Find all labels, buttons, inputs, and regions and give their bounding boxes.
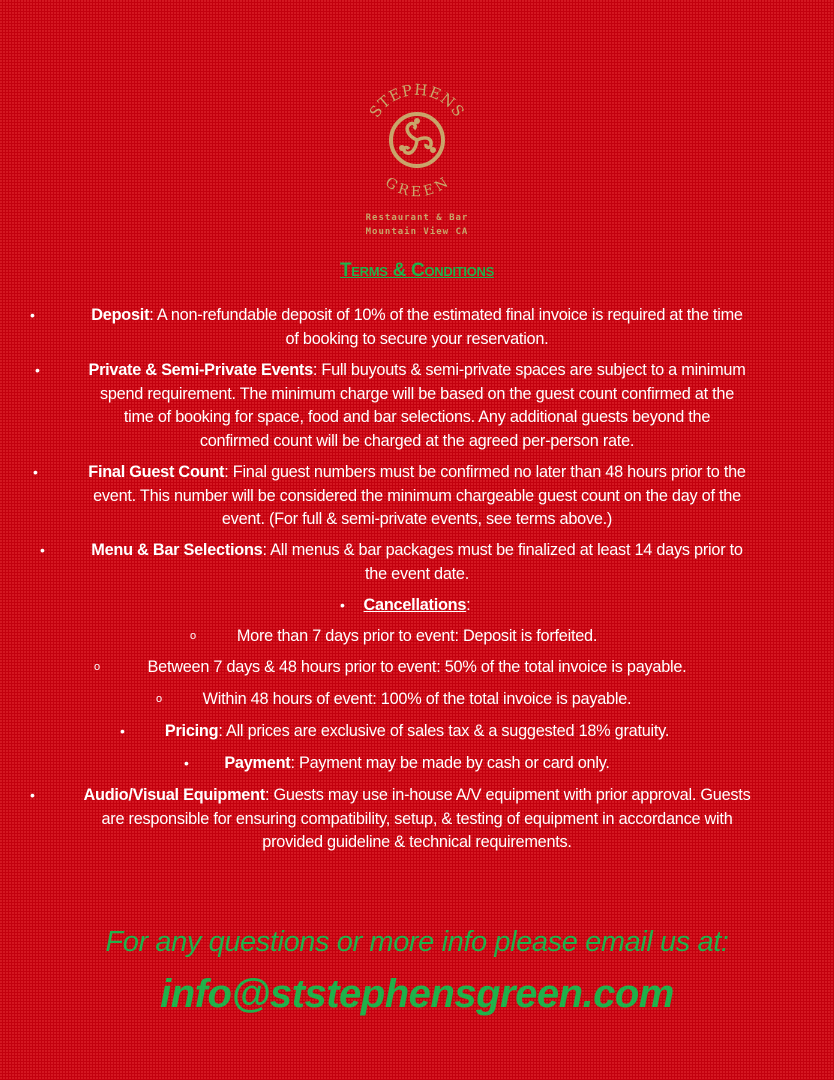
term-label: Cancellations xyxy=(363,596,467,614)
term-text: event. This number will be considered the minimum chargeable guest count on the day of the xyxy=(93,486,741,505)
term-text: : xyxy=(466,596,471,614)
subtitle-location: Mountain View CA xyxy=(365,227,469,237)
stephens-green-logo xyxy=(360,78,474,198)
sub-bullet-icon: o xyxy=(190,630,196,642)
term-label: Final Guest Count xyxy=(88,463,225,481)
svg-text:GREEN: GREEN xyxy=(381,174,452,198)
bullet-icon: • xyxy=(184,755,189,771)
term-line xyxy=(0,461,834,485)
term-text: spend requirement. The minimum charge will be based on the guest count confirmed at the xyxy=(99,384,735,403)
bullet-icon: • xyxy=(340,597,345,613)
svg-text:STEPHENS: STEPHENS xyxy=(365,80,469,121)
term-text: Between 7 days & 48 hours prior to event: 50% of the total invoice is payable. xyxy=(147,658,687,676)
term-item xyxy=(0,688,834,712)
term-line xyxy=(0,406,834,430)
term-line xyxy=(0,625,834,649)
term-item xyxy=(0,784,834,855)
term-text: : Guests may use in-house A/V equipment with prior approval. Guests xyxy=(264,786,751,804)
term-text: of booking to secure your reservation. xyxy=(285,329,549,348)
term-item xyxy=(0,625,834,649)
term-text: : Payment may be made by cash or card only. xyxy=(290,754,610,772)
term-line xyxy=(0,563,834,587)
term-line xyxy=(0,383,834,407)
term-line xyxy=(0,539,834,563)
bullet-icon: • xyxy=(120,723,125,739)
term-item xyxy=(0,359,834,453)
term-text: : All menus & bar packages must be finalized at least 14 days prior to xyxy=(262,541,743,559)
term-text: : Full buyouts & semi-private spaces are subject to a minimum xyxy=(312,361,746,379)
term-label: Audio/Visual Equipment xyxy=(83,786,265,804)
term-label: Deposit xyxy=(91,306,150,324)
term-label: Payment xyxy=(224,754,291,772)
bullet-icon: • xyxy=(33,464,38,480)
term-text: More than 7 days prior to event: Deposit is forfeited. xyxy=(236,627,598,645)
sub-bullet-icon: o xyxy=(156,693,162,705)
term-line xyxy=(0,508,834,532)
term-line xyxy=(0,752,834,776)
footer-prompt: For any questions or more info please email us at: xyxy=(105,926,729,958)
term-line xyxy=(0,656,834,680)
subtitle-restaurant: Restaurant & Bar xyxy=(365,213,469,223)
contact-email[interactable]: info@ststephensgreen.com xyxy=(160,972,674,1016)
term-line xyxy=(0,688,834,712)
term-line xyxy=(0,328,834,352)
term-text: the event date. xyxy=(365,564,469,583)
term-item xyxy=(0,304,834,351)
term-item xyxy=(0,720,834,744)
term-line xyxy=(0,784,834,808)
term-text: event. (For full & semi-private events, see terms above.) xyxy=(221,510,613,528)
term-line xyxy=(0,720,834,744)
term-line xyxy=(0,808,834,832)
term-label: Menu & Bar Selections xyxy=(91,541,263,559)
bullet-icon: • xyxy=(30,787,35,803)
term-line xyxy=(0,594,834,618)
term-text: are responsible for ensuring compatibility, setup, & testing of equipment in accordance with xyxy=(101,809,733,828)
term-text: : Final guest numbers must be confirmed no later than 48 hours prior to the xyxy=(224,463,746,481)
term-line xyxy=(0,485,834,509)
term-text: confirmed count will be charged at the agreed per-person rate. xyxy=(199,431,635,450)
term-item xyxy=(0,752,834,776)
term-text: : All prices are exclusive of sales tax & a suggested 18% gratuity. xyxy=(218,722,670,740)
term-item xyxy=(0,656,834,680)
term-line xyxy=(0,430,834,454)
term-text: provided guideline & technical requirements. xyxy=(262,833,572,851)
term-item xyxy=(0,539,834,586)
sub-bullet-icon: o xyxy=(94,661,100,673)
bullet-icon: • xyxy=(35,362,40,378)
term-line xyxy=(0,359,834,383)
term-text: : A non-refundable deposit of 10% of the estimated final invoice is required at the time xyxy=(149,306,743,324)
bullet-icon: • xyxy=(40,542,45,558)
term-text: time of booking for space, food and bar selections. Any additional guests beyond the xyxy=(123,408,711,426)
term-label: Pricing xyxy=(164,722,219,740)
term-line xyxy=(0,304,834,328)
term-item xyxy=(0,461,834,532)
term-item xyxy=(0,594,834,618)
bullet-icon: • xyxy=(30,307,35,323)
page-title: Terms & Conditions xyxy=(340,260,494,281)
term-line xyxy=(0,831,834,855)
term-label: Private & Semi-Private Events xyxy=(88,361,313,379)
term-text: Within 48 hours of event: 100% of the total invoice is payable. xyxy=(202,690,632,708)
